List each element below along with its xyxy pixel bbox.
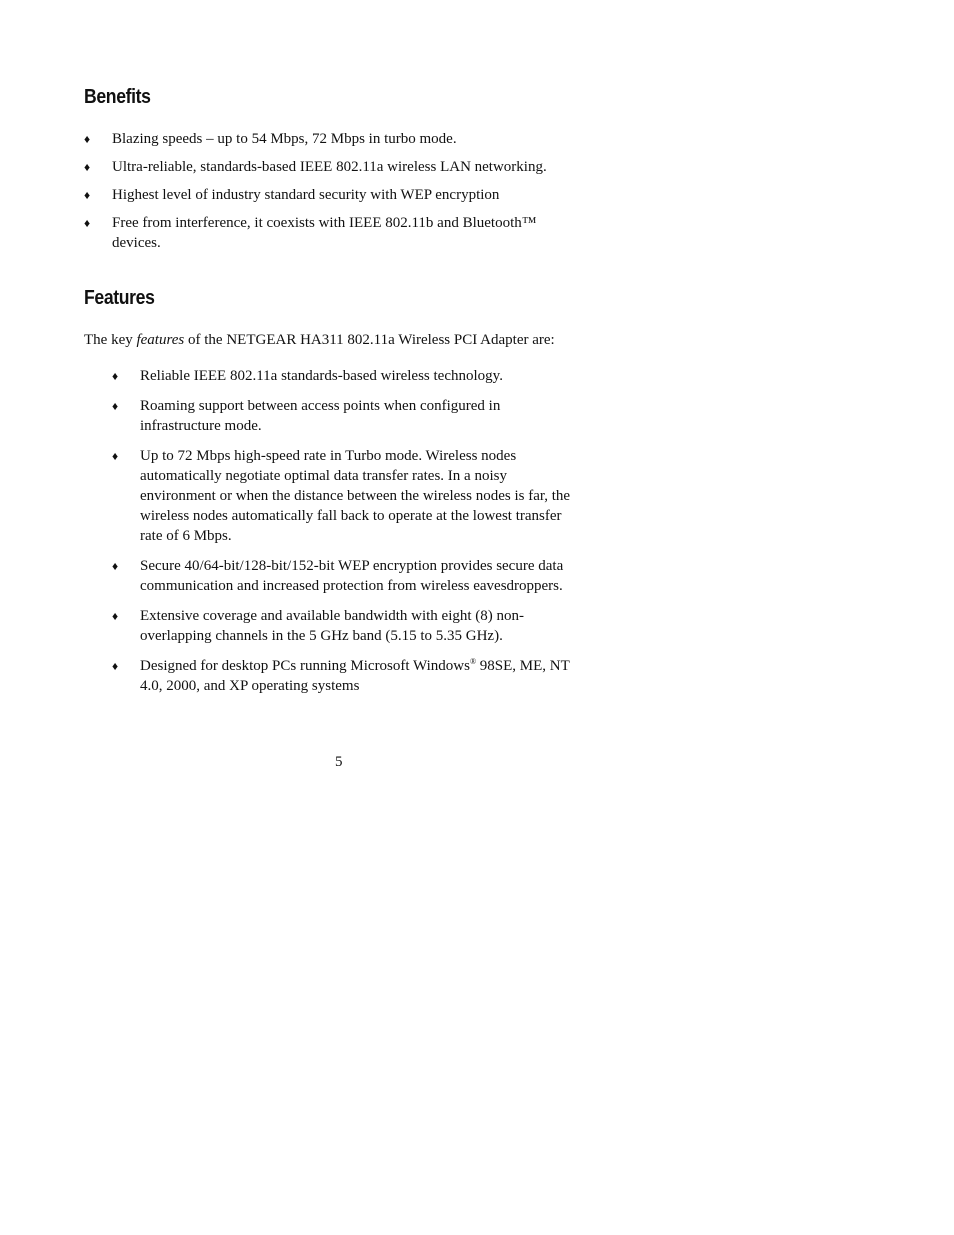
benefit-text: Ultra-reliable, standards-based IEEE 802.11a wireless LAN networking.	[112, 159, 547, 175]
feature-text: Reliable IEEE 802.11a standards-based wireless technology.	[140, 368, 503, 384]
feature-text	[140, 656, 590, 696]
feature-item	[112, 396, 590, 436]
diamond-bullet-icon: ♦	[112, 369, 119, 383]
feature-text-after: 98SE, ME, NT 4.0, 2000, and XP operating systems	[140, 658, 570, 694]
diamond-bullet-icon: ♦	[112, 559, 119, 573]
diamond-bullet-icon: ♦	[112, 609, 119, 623]
diamond-bullet-icon: ♦	[84, 188, 91, 202]
benefit-item	[84, 213, 584, 253]
diamond-bullet-icon: ♦	[112, 449, 119, 463]
feature-item	[112, 366, 590, 386]
intro-text-before: The key	[84, 332, 137, 348]
features-heading: Features	[84, 287, 155, 309]
feature-item	[112, 656, 590, 696]
feature-item	[112, 556, 590, 596]
benefits-list	[84, 129, 584, 261]
diamond-bullet-icon: ♦	[112, 399, 119, 413]
benefit-item	[84, 129, 584, 149]
feature-text: Up to 72 Mbps high-speed rate in Turbo mode. Wireless nodes automatically negotiate optimal data transfer rates. In a noisy environment or when the distance between the wireless nodes is far, the wireless nodes automatically fall back to operate at the lowest transfer rate of 6 Mbps.	[140, 448, 571, 544]
feature-text: Roaming support between access points when configured in infrastructure mode.	[140, 398, 501, 434]
diamond-bullet-icon: ♦	[112, 659, 119, 673]
feature-text: Extensive coverage and available bandwidth with eight (8) non-overlapping channels in the 5 GHz band (5.15 to 5.35 GHz).	[140, 608, 525, 644]
benefit-item	[84, 185, 584, 205]
benefits-heading: Benefits	[84, 86, 151, 108]
diamond-bullet-icon: ♦	[84, 160, 91, 174]
benefit-text: Blazing speeds – up to 54 Mbps, 72 Mbps in turbo mode.	[112, 131, 457, 147]
intro-text-after: of the NETGEAR HA311 802.11a Wireless PCI Adapter are:	[184, 332, 555, 348]
feature-text-before: Designed for desktop PCs running Microsoft Windows	[140, 658, 470, 674]
benefit-text: Highest level of industry standard security with WEP encryption	[112, 187, 500, 203]
feature-text: Secure 40/64-bit/128-bit/152-bit WEP encryption provides secure data communication and increased protection from wireless eavesdroppers.	[140, 558, 564, 594]
diamond-bullet-icon: ♦	[84, 132, 91, 146]
intro-emphasis: features	[136, 332, 185, 348]
diamond-bullet-icon: ♦	[84, 216, 91, 230]
benefit-item	[84, 157, 584, 177]
feature-item	[112, 606, 590, 646]
benefit-text: Free from interference, it coexists with IEEE 802.11b and Bluetooth™ devices.	[112, 215, 537, 251]
registered-mark: ®	[469, 657, 477, 666]
features-intro	[84, 330, 644, 350]
features-list	[112, 366, 590, 706]
page-number: 5	[335, 754, 343, 770]
feature-item	[112, 446, 590, 546]
